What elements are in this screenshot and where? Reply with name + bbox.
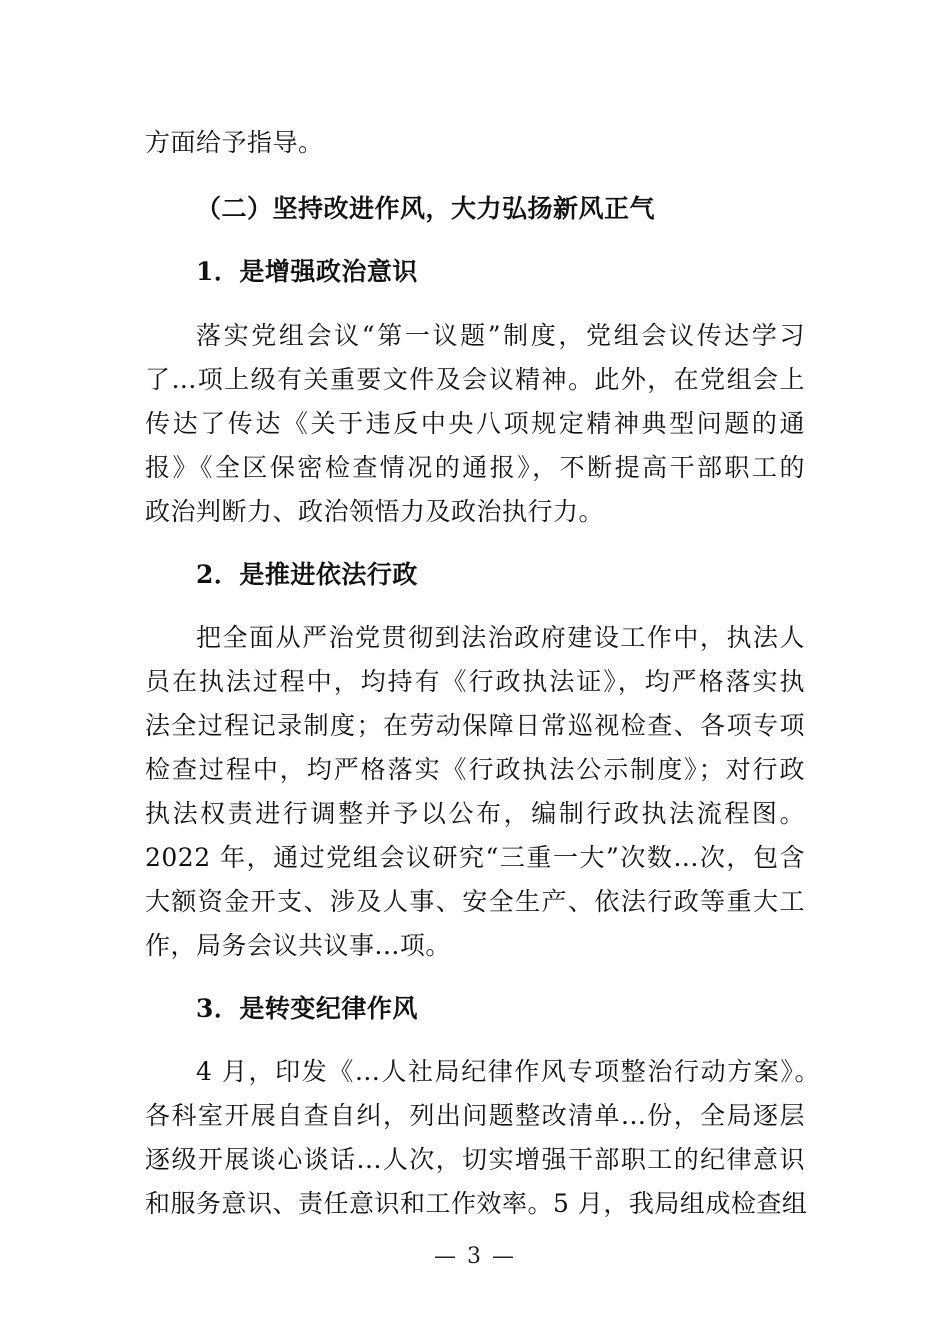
section-heading: （二）坚持改进作风，大力弘扬新风正气 [196,194,656,223]
subsection-heading: 3．是转变纪律作风 [196,994,418,1023]
subsection-heading: 1．是增强政治意识 [196,257,418,286]
paragraph-line: 各科室开展自查自纠，列出问题整改清单...份，全局逐层 [145,1101,805,1130]
paragraph-line: 传达了传达《关于违反中央八项规定精神典型问题的通 [145,409,805,438]
paragraph-line: 把全面从严治党贯彻到法治政府建设工作中，执法人 [196,623,805,652]
paragraph-line: 了...项上级有关重要文件及会议精神。此外，在党组会上 [145,365,805,394]
paragraph-line: 报》《全区保密检查情况的通报》，不断提高干部职工的 [145,453,805,482]
page-number: — 3 — [434,1244,516,1269]
paragraph-line: 4 月，印发《...人社局纪律作风专项整治行动方案》。 [196,1057,820,1086]
subsection-heading: 2．是推进依法行政 [196,560,418,589]
paragraph-line: 方面给予指导。 [145,128,324,157]
paragraph-line: 执法权责进行调整并予以公布，编制行政执法流程图。 [145,799,805,828]
paragraph-line: 政治判断力、政治领悟力及政治执行力。 [145,497,605,526]
paragraph-line: 作，局务会议共议事...项。 [145,931,451,960]
paragraph-line: 大额资金开支、涉及人事、安全生产、依法行政等重大工 [145,887,805,916]
paragraph-line: 2022 年，通过党组会议研究“三重一大”次数...次，包含 [145,843,805,872]
paragraph-line: 检查过程中，均严格落实《行政执法公示制度》；对行政 [145,755,805,784]
paragraph-line: 员在执法过程中，均持有《行政执法证》，均严格落实执 [145,667,805,696]
paragraph-line: 法全过程记录制度；在劳动保障日常巡视检查、各项专项 [145,711,805,740]
paragraph-line: 逐级开展谈心谈话...人次，切实增强干部职工的纪律意识 [145,1145,805,1174]
paragraph-line: 和服务意识、责任意识和工作效率。5 月，我局组成检查组 [145,1189,808,1218]
paragraph-line: 落实党组会议“第一议题”制度，党组会议传达学习 [196,321,805,350]
